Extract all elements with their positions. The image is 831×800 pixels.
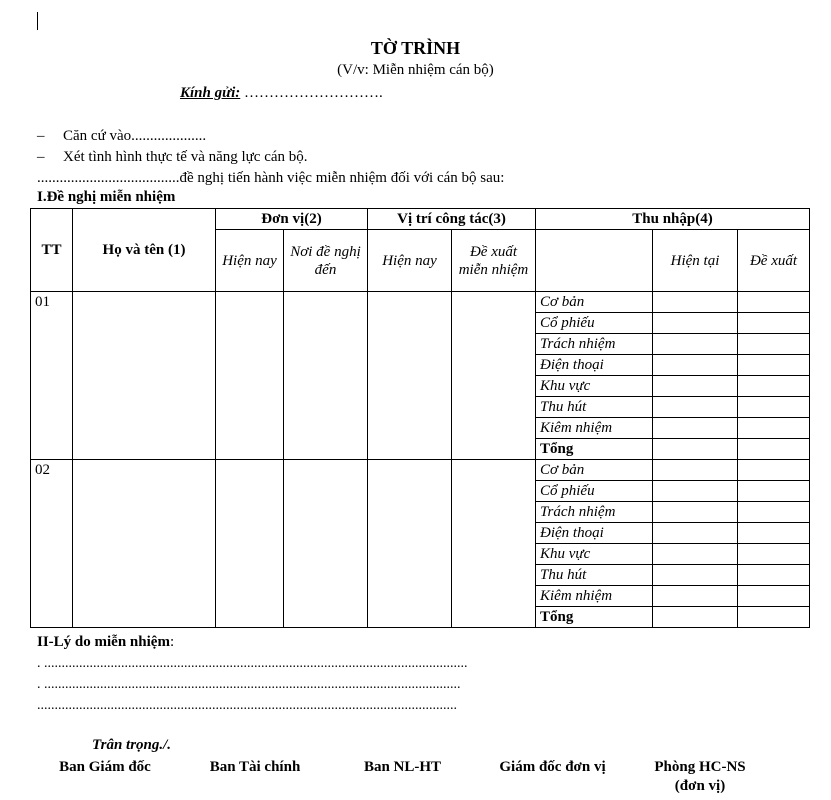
income-proposed-cell[interactable] xyxy=(738,292,810,313)
header-unit: Đơn vị(2) xyxy=(216,209,368,230)
income-current-cell[interactable] xyxy=(653,376,738,397)
basis-text: Xét tình hình thực tế và năng lực cán bộ. xyxy=(63,149,308,165)
reason-line-1[interactable]: . ......................................................................................................................... xyxy=(37,656,468,671)
income-proposed-cell[interactable] xyxy=(738,586,810,607)
unit-current-cell[interactable] xyxy=(216,460,284,628)
income-current-cell[interactable] xyxy=(653,439,738,460)
income-proposed-cell[interactable] xyxy=(738,460,810,481)
header-name: Họ và tên (1) xyxy=(73,209,216,292)
income-item: Khu vực xyxy=(536,544,653,565)
document-title: TỜ TRÌNH xyxy=(370,38,461,58)
income-item: Cổ phiếu xyxy=(536,313,653,334)
signatory-unit-director: Giám đốc đơn vị xyxy=(499,759,606,775)
header-income-proposed: Đề xuất xyxy=(738,230,810,292)
income-item: Trách nhiệm xyxy=(536,334,653,355)
row-number: 02 xyxy=(31,460,73,628)
recipient-label: Kính gửi: xyxy=(180,85,241,101)
income-item: Cơ bản xyxy=(536,292,653,313)
section-1-title-text: I.Đề nghị miễn nhiệm xyxy=(37,189,176,205)
income-current-cell[interactable] xyxy=(653,460,738,481)
income-item: Trách nhiệm xyxy=(536,502,653,523)
income-proposed-cell[interactable] xyxy=(738,481,810,502)
basis-text: Căn cứ vào.................... xyxy=(63,128,207,144)
recipient-value: ………………………. xyxy=(240,85,383,101)
income-current-cell[interactable] xyxy=(653,544,738,565)
income-current-cell[interactable] xyxy=(653,502,738,523)
header-income-current: Hiện tại xyxy=(653,230,738,292)
income-current-cell[interactable] xyxy=(653,481,738,502)
income-item: Cơ bản xyxy=(536,460,653,481)
reason-line-3[interactable]: ........................................................................................................................ xyxy=(37,698,457,713)
table-row xyxy=(31,292,810,313)
position-current-cell[interactable] xyxy=(368,460,452,628)
income-total-label: Tổng xyxy=(536,607,653,628)
bullet-dash: – xyxy=(37,149,45,165)
income-proposed-cell[interactable] xyxy=(738,397,810,418)
income-current-cell[interactable] xyxy=(653,586,738,607)
header-income: Thu nhập(4) xyxy=(536,209,810,230)
header-position-proposed: Đề xuất miễn nhiệm xyxy=(452,230,536,292)
header-position: Vị trí công tác(3) xyxy=(368,209,536,230)
signatory-board-of-directors: Ban Giám đốc xyxy=(59,759,151,775)
income-item: Cổ phiếu xyxy=(536,481,653,502)
income-proposed-cell[interactable] xyxy=(738,355,810,376)
unit-proposed-cell[interactable] xyxy=(284,460,368,628)
name-cell[interactable] xyxy=(73,292,216,460)
income-proposed-cell[interactable] xyxy=(738,313,810,334)
income-current-cell[interactable] xyxy=(653,355,738,376)
section-2-title xyxy=(37,634,174,651)
income-current-cell[interactable] xyxy=(653,397,738,418)
unit-current-cell[interactable] xyxy=(216,292,284,460)
income-current-cell[interactable] xyxy=(653,523,738,544)
income-current-cell[interactable] xyxy=(653,292,738,313)
income-proposed-cell[interactable] xyxy=(738,334,810,355)
income-item: Khu vực xyxy=(536,376,653,397)
text-cursor xyxy=(37,12,38,30)
income-proposed-cell[interactable] xyxy=(738,376,810,397)
income-item: Kiêm nhiệm xyxy=(536,418,653,439)
header-position-current: Hiện nay xyxy=(368,230,452,292)
header-tt: TT xyxy=(31,209,73,292)
section-2-title-text: II-Lý do miễn nhiệm xyxy=(37,634,170,650)
income-proposed-cell[interactable] xyxy=(738,523,810,544)
section-2-colon: : xyxy=(169,634,175,650)
document-subtitle: (V/v: Miễn nhiệm cán bộ) xyxy=(337,62,494,78)
income-proposed-cell[interactable] xyxy=(738,607,810,628)
section-1-title xyxy=(37,189,175,206)
unit-proposed-cell[interactable] xyxy=(284,292,368,460)
reason-line-2[interactable]: . ....................................................................................................................... xyxy=(37,677,461,692)
proposal-line: ......................................đề nghị tiến hành việc miễn nhiệm đối với cán bộ sau: xyxy=(37,170,505,186)
signatory-finance: Ban Tài chính xyxy=(209,759,301,775)
income-current-cell[interactable] xyxy=(653,313,738,334)
income-item: Kiêm nhiệm xyxy=(536,586,653,607)
income-item: Thu hút xyxy=(536,397,653,418)
table-row xyxy=(31,460,810,481)
income-proposed-cell[interactable] xyxy=(738,439,810,460)
income-current-cell[interactable] xyxy=(653,565,738,586)
position-proposed-cell[interactable] xyxy=(452,460,536,628)
income-current-cell[interactable] xyxy=(653,607,738,628)
income-current-cell[interactable] xyxy=(653,334,738,355)
closing-text: Trân trọng./. xyxy=(92,737,172,753)
signatory-hr: Phòng HC-NS (đơn vị) xyxy=(654,759,746,794)
recipient-line xyxy=(180,85,383,102)
header-unit-proposed: Nơi đề nghị đến xyxy=(284,230,368,292)
header-income-item xyxy=(536,230,653,292)
income-proposed-cell[interactable] xyxy=(738,418,810,439)
position-current-cell[interactable] xyxy=(368,292,452,460)
basis-line-1 xyxy=(37,128,206,145)
income-proposed-cell[interactable] xyxy=(738,544,810,565)
income-proposed-cell[interactable] xyxy=(738,565,810,586)
income-proposed-cell[interactable] xyxy=(738,502,810,523)
income-item: Thu hút xyxy=(536,565,653,586)
position-proposed-cell[interactable] xyxy=(452,292,536,460)
income-current-cell[interactable] xyxy=(653,418,738,439)
income-total-label: Tổng xyxy=(536,439,653,460)
signatory-nl-ht: Ban NL-HT xyxy=(363,759,442,775)
bullet-dash: – xyxy=(37,128,45,144)
income-item: Điện thoại xyxy=(536,355,653,376)
proposal-table xyxy=(30,208,810,628)
basis-line-2 xyxy=(37,149,308,166)
header-unit-current: Hiện nay xyxy=(216,230,284,292)
name-cell[interactable] xyxy=(73,460,216,628)
row-number: 01 xyxy=(31,292,73,460)
income-item: Điện thoại xyxy=(536,523,653,544)
